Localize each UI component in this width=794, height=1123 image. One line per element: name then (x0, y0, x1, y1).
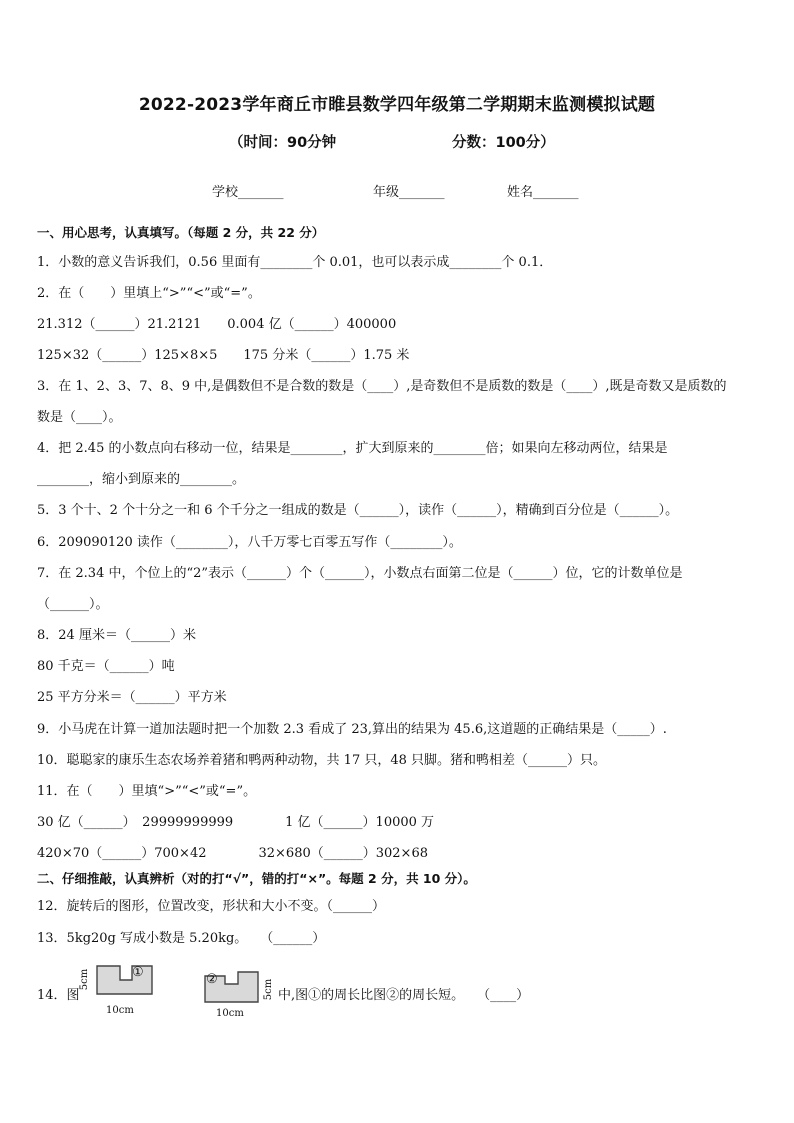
question-8-row-1: 8．24 厘米＝（______）米 (37, 628, 196, 643)
school-field: 学校_______ (212, 185, 284, 200)
question-3-cont: 数是（____）。 (37, 410, 122, 425)
figure-2-height-label: 5cm (263, 978, 275, 1001)
question-4: 4．把 2.45 的小数点向右移动一位，结果是________，扩大到原来的________倍；如果向左移动两位，结果是 (37, 441, 668, 456)
figure-2-label: ② (206, 972, 218, 987)
question-10: 10．聪聪家的康乐生态农场养着猪和鸭两种动物，共 17 只，48 只脚。猪和鸭相差（______）只。 (37, 753, 607, 768)
figure-2-width-label: 10cm (216, 1008, 244, 1019)
question-12: 12．旋转后的图形，位置改变，形状和大小不变。（______） (37, 899, 386, 914)
question-3: 3．在 1、2、3、7、8、9 中,是偶数但不是合数的数是（____）,是奇数但不是质数的数是（____）,既是奇数又是质数的 (37, 379, 727, 394)
figure-1 (79, 962, 182, 1022)
question-4-cont: ________，缩小到原来的________。 (37, 472, 246, 487)
figure-1-label: ① (132, 965, 144, 980)
question-14-suffix: 中,图①的周长比图②的周长短。 （____） (278, 988, 530, 1003)
score-label: 分数：100分） (452, 135, 555, 151)
exam-title: 2022-2023学年商丘市睢县数学四年级第二学期期末监测模拟试题 (138, 95, 656, 115)
question-2: 2．在（ ）里填上“>”“<”或“=”。 (37, 286, 261, 301)
question-8-row-2: 80 千克＝（______）吨 (37, 659, 175, 674)
question-2-row-1: 21.312（______）21.2121 0.004 亿（______）400000 (37, 317, 397, 332)
figure-2 (200, 962, 290, 1026)
question-9: 9．小马虎在计算一道加法题时把一个加数 2.3 看成了 23,算出的结果为 45.6,这道题的正确结果是（_____）. (37, 722, 667, 737)
question-11: 11．在（ ）里填“>”“<”或“=”。 (37, 784, 257, 799)
question-5: 5．3 个十、2 个十分之一和 6 个千分之一组成的数是（______），读作（______），精确到百分位是（______）。 (37, 503, 679, 518)
question-11-row-1: 30 亿（______） 29999999999 1 亿（______）10000 万 (37, 815, 435, 830)
name-field: 姓名_______ (507, 185, 579, 200)
question-7: 7．在 2.34 中，个位上的“2”表示（______）个（______），小数点右面第二位是（______）位，它的计数单位是 (37, 566, 683, 581)
figure-1-width-label: 10cm (106, 1005, 134, 1016)
figure-1-height-label: 5cm (79, 968, 91, 991)
question-2-row-2: 125×32（______）125×8×5 175 分米（______）1.75 米 (37, 348, 410, 363)
question-1: 1．小数的意义告诉我们，0.56 里面有________个 0.01，也可以表示成________个 0.1． (37, 255, 553, 270)
question-11-row-2: 420×70（______）700×42 32×680（______）302×68 (37, 846, 428, 861)
grade-field: 年级_______ (373, 185, 445, 200)
question-14-prefix: 14．图 (37, 988, 80, 1003)
question-7-cont: （______）。 (37, 597, 109, 612)
section1-heading: 一、用心思考，认真填写。（每题 2 分，共 22 分） (37, 225, 325, 240)
time-label: （时间：90分钟 (229, 135, 337, 151)
question-8-row-3: 25 平方分米＝（______）平方米 (37, 690, 227, 705)
question-6: 6．209090120 读作（________），八千万零七百零五写作（________）。 (37, 535, 462, 550)
section2-heading: 二、仔细推敲，认真辨析（对的打“√”，错的打“×”。每题 2 分，共 10 分）。 (37, 871, 476, 886)
question-13: 13．5kg20g 写成小数是 5.20kg。 （______） (37, 931, 326, 946)
